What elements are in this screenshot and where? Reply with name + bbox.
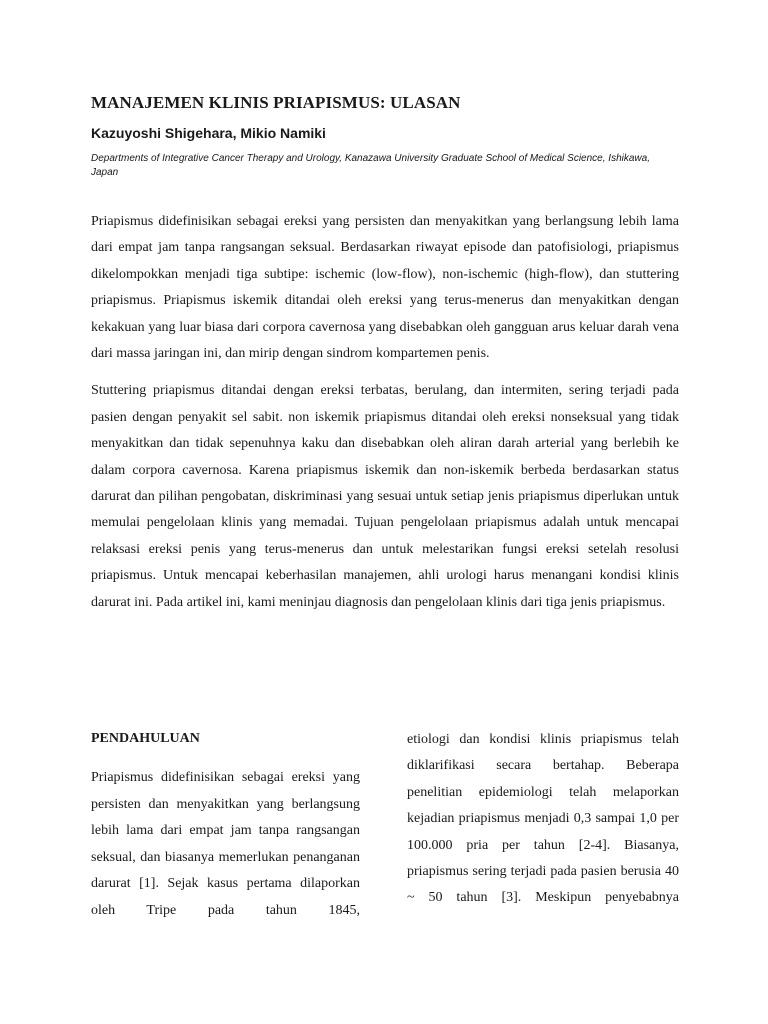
left-column (91, 727, 360, 925)
introduction-right-text: etiologi dan kondisi klinis priapismus telah diklarifikasi secara bertahap. Beberapa penelitian epidemiologi telah melaporkan kejadian priapismus menjadi 0,3 sampai 1,0 per 100.000 pria per tahun [2-4]. Biasanya, priapismus sering terjadi pada pasien berusia 40 ~ 50 tahun [3]. Meskipun penyebabnya (407, 732, 679, 906)
article-title: MANAJEMEN KLINIS PRIAPISMUS: ULASAN (91, 93, 461, 112)
introduction-left-text: Priapismus didefinisikan sebagai ereksi yang persisten dan menyakitkan yang berlangsung lebih lama dari empat jam tanpa rangsangan seksual, dan biasanya memerlukan penanganan darurat [1]. Sejak kasus pertama dilaporkan oleh Tripe pada tahun 1845, (91, 770, 360, 918)
article-authors: Kazuyoshi Shigehara, Mikio Namiki (91, 125, 326, 141)
section-heading-introduction: PENDAHULUAN (91, 731, 200, 746)
article-affiliation: Departments of Integrative Cancer Therapy and Urology, Kanazawa University Graduate School of Medical Science, Ishikawa, Japan (91, 153, 650, 178)
abstract-paragraph-1: Priapismus didefinisikan sebagai ereksi yang persisten dan menyakitkan yang berlangsung lebih lama dari empat jam tanpa rangsangan seksual. Berdasarkan riwayat episode dan patofisiologi, priapismus dikelompokkan menjadi tiga subtipe: ischemic (low-flow), non-ischemic (high-flow), dan stuttering priapismus. Priapismus iskemik ditandai oleh ereksi yang terus-menerus dan menyakitkan dengan kekakuan yang luar biasa dari corpora cavernosa yang disebabkan oleh gangguan arus keluar darah vena dari massa jaringan ini, dan mirip dengan sindrom kompartemen penis. (91, 214, 679, 362)
abstract-section (91, 209, 679, 627)
abstract-paragraph-2: Stuttering priapismus ditandai dengan ereksi terbatas, berulang, dan intermiten, sering terjadi pada pasien dengan penyakit sel sabit. non iskemik priapismus ditandai oleh ereksi nonseksual yang tidak menyakitkan dan tidak sepenuhnya kaku dan disebabkan oleh aliran darah arterial yang berlebih ke dalam corpora cavernosa. Karena priapismus iskemik dan non-iskemik berbeda berdasarkan status darurat dan pilihan pengobatan, diskriminasi yang sesuai untuk setiap jenis priapismus diperlukan untuk memulai pengelolaan klinis yang memadai. Tujuan pengelolaan priapismus adalah untuk mencapai relaksasi ereksi penis yang terus-menerus dan untuk melestarikan fungsi ereksi setelah resolusi priapismus. Untuk mencapai keberhasilan manajemen, ahli urologi harus menangani kondisi klinis darurat ini. Pada artikel ini, kami meninjau diagnosis dan pengelolaan klinis dari tiga jenis priapismus. (91, 383, 679, 610)
right-column (407, 727, 679, 912)
